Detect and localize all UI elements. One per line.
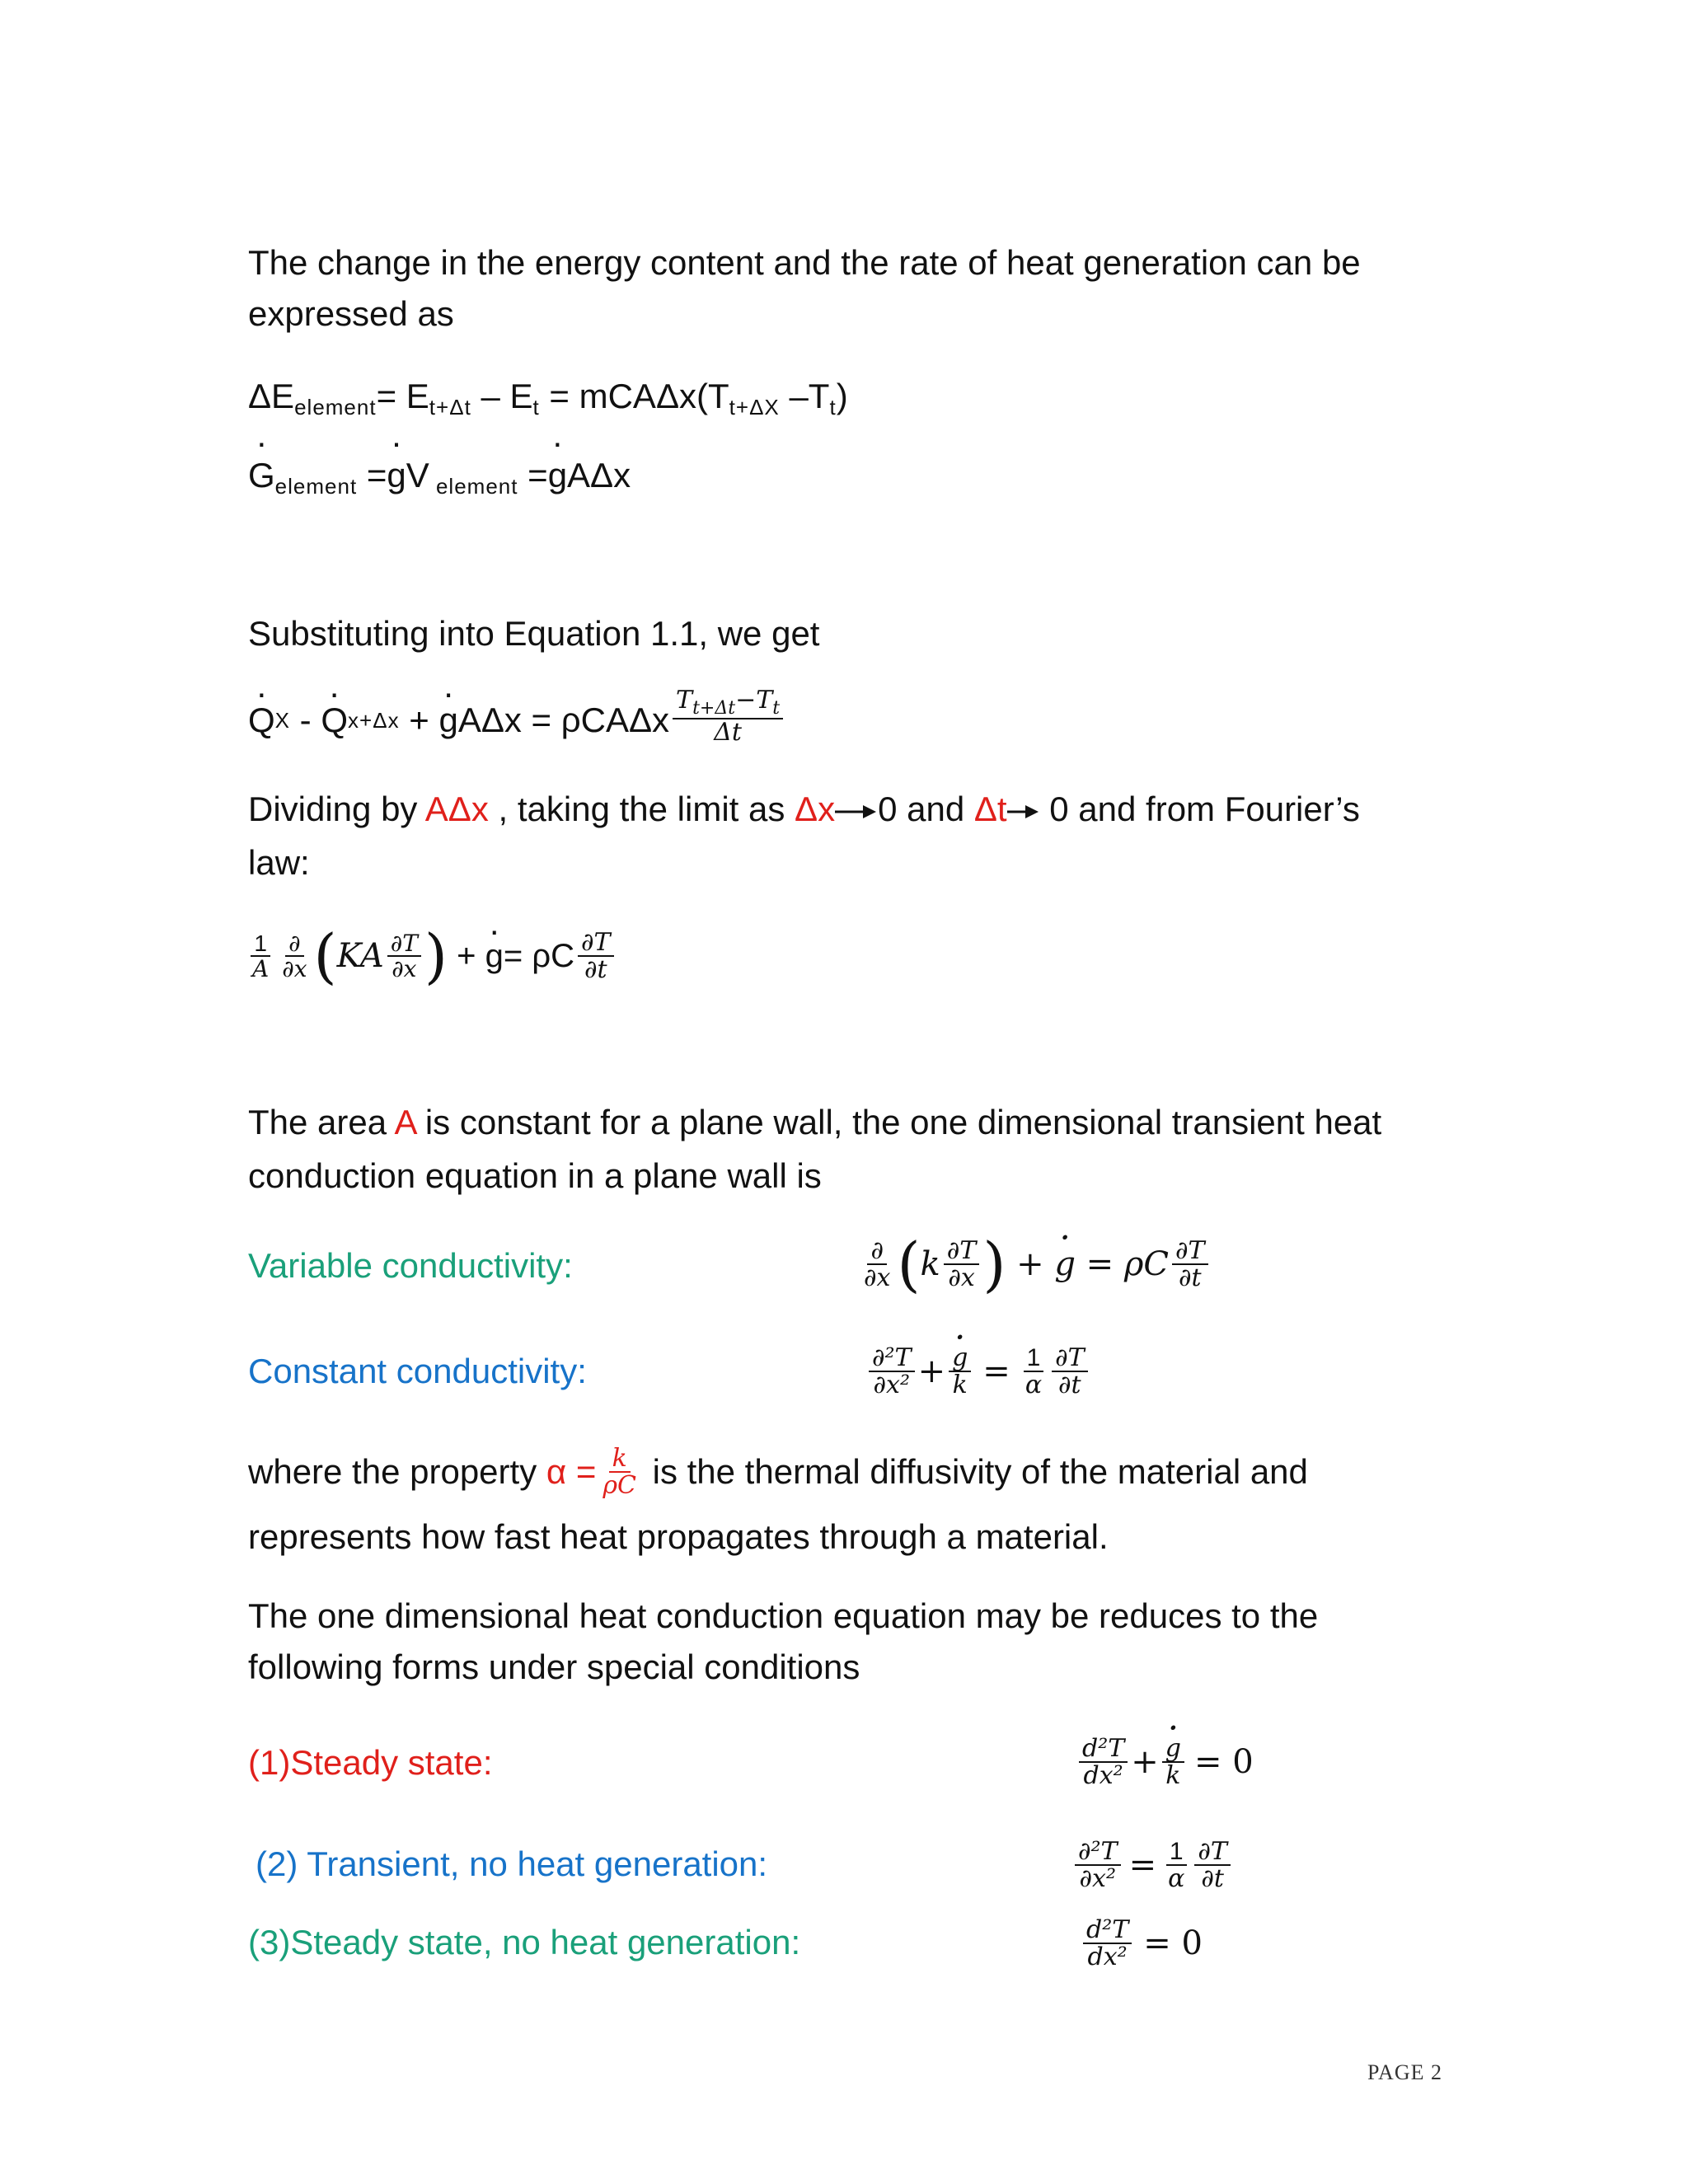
eq-energy-sub1: t+Δt <box>429 395 471 419</box>
eq-bal-q1: · Q <box>248 701 275 740</box>
eq-bal-q2-sub: x+Δx <box>348 707 400 733</box>
diffusivity-alpha: α = <box>546 1452 597 1491</box>
dividing-red-dt: Δt <box>973 790 1007 828</box>
case2-f3-num: ∂T <box>1194 1839 1231 1867</box>
area-line-2: conduction equation in a plane wall is <box>248 1156 822 1195</box>
constant-frac-3 <box>1022 1345 1045 1399</box>
eq-gen-mid2: V <box>406 456 429 494</box>
eq-energy-mid1: = E <box>376 377 429 415</box>
case1-f2-den: k <box>1165 1761 1181 1790</box>
area-line-1 <box>248 1097 1381 1148</box>
eq-bal-minus: - <box>290 701 321 739</box>
constant-f2-den: k <box>952 1371 968 1399</box>
area-part2: is constant for a plane wall, the one dimensional transient heat <box>415 1103 1382 1141</box>
variable-right-paren: ) <box>982 1230 1006 1299</box>
case3-rhs: = 0 <box>1143 1924 1203 1962</box>
variable-frac-2 <box>944 1235 980 1292</box>
case1-f2-num: · g <box>1162 1736 1184 1764</box>
eq-bal-q1-sub: X <box>274 707 291 733</box>
variable-rhs: = ρC <box>1075 1245 1170 1283</box>
constant-f4-num: ∂T <box>1052 1345 1088 1373</box>
fourier-f2-num: ∂ <box>285 931 303 957</box>
special-line-1: The one dimensional heat conduction equation may be reduces to the <box>248 1596 1319 1635</box>
case2-equation <box>1071 1824 1234 1906</box>
constant-frac-4 <box>1052 1345 1088 1399</box>
case3-f1-den: dx² <box>1087 1943 1128 1971</box>
eq-gen-lhs: · G <box>248 450 275 501</box>
constant-f1-den: ∂x² <box>873 1371 911 1399</box>
fourier-inner-ka: KA <box>336 937 384 975</box>
fourier-g: · g <box>485 938 504 975</box>
page-number: PAGE 2 <box>1367 2060 1442 2084</box>
case2-label: (2) Transient, no heat generation: <box>256 1844 768 1883</box>
diffusivity-frac-den: ρC <box>603 1471 636 1500</box>
diffusivity-part1: where the property <box>248 1452 546 1491</box>
constant-frac-2 <box>949 1345 971 1399</box>
diffusivity-frac-num: k <box>609 1446 631 1474</box>
dividing-line-1 <box>248 784 1360 835</box>
variable-frac-3 <box>1172 1235 1208 1292</box>
eq-energy-sub4: t <box>829 395 837 419</box>
fourier-f4-den: ∂t <box>584 955 607 984</box>
dividing-part1: Dividing by <box>248 790 425 828</box>
fourier-left-paren: ( <box>313 921 337 991</box>
variable-k: k <box>920 1245 940 1283</box>
right-arrow-icon <box>835 803 878 821</box>
variable-g: · g <box>1054 1245 1076 1283</box>
constant-f2-num: · g <box>949 1345 971 1373</box>
eq-bal-num-sub2: t <box>772 697 781 719</box>
diffusivity-line-2: represents how fast heat propagates through a material. <box>248 1517 1109 1556</box>
special-line-2: following forms under special conditions <box>248 1647 860 1686</box>
constant-f3-num: 1 <box>1024 1345 1044 1373</box>
case2-f1-den: ∂x² <box>1079 1864 1117 1893</box>
eq-gen-mid3: = <box>518 456 548 494</box>
eq-gen-sub2: element <box>429 474 518 499</box>
eq-bal-frac-den: Δt <box>714 717 742 747</box>
eq-energy-sub3: t+ΔX <box>729 395 780 419</box>
right-arrow-icon <box>1007 803 1040 821</box>
case1-f1-num: d²T <box>1079 1736 1128 1764</box>
case2-eq: = <box>1128 1846 1157 1884</box>
eq-energy-end: ) <box>836 377 848 415</box>
constant-conductivity-label: Constant conductivity: <box>248 1352 587 1390</box>
dividing-part4: 0 and from Fourier’s <box>1039 790 1360 828</box>
variable-frac-1 <box>860 1235 893 1292</box>
eq-bal-g: · g <box>438 701 457 740</box>
fourier-f1-num: 1 <box>251 931 270 957</box>
case2-frac-3 <box>1194 1836 1231 1893</box>
eq-gen-lhs-sub: element <box>274 474 358 499</box>
variable-conductivity-label: Variable conductivity: <box>248 1246 573 1285</box>
variable-conductivity-equation <box>857 1223 1212 1305</box>
case1-label: (1)Steady state: <box>248 1743 493 1782</box>
case1-equation <box>1076 1721 1254 1803</box>
fourier-f1-den: A <box>252 955 270 982</box>
area-part1: The area <box>248 1103 395 1141</box>
eq-energy-mid2: – E <box>471 377 533 415</box>
fourier-frac-2 <box>279 931 310 982</box>
dividing-part3: 0 and <box>878 790 974 828</box>
constant-f1-num: ∂²T <box>869 1345 915 1373</box>
case3-frac-1 <box>1083 1917 1132 1971</box>
eq-gen-g: · g <box>387 450 406 501</box>
case2-f3-den: ∂t <box>1201 1864 1224 1893</box>
fourier-f3-den: ∂x <box>392 955 417 982</box>
case3-f1-num: d²T <box>1083 1917 1132 1945</box>
dividing-red-dx: Δx <box>795 790 836 828</box>
case2-frac-1 <box>1075 1836 1121 1893</box>
case2-f2-num: 1 <box>1166 1839 1187 1867</box>
dividing-red-adx: AΔx <box>424 790 489 828</box>
eq-bal-plus: + <box>399 701 439 739</box>
intro-line-2: expressed as <box>248 294 454 333</box>
substituting-text: Substituting into Equation 1.1, we get <box>248 614 820 653</box>
energy-change-equation <box>248 371 848 433</box>
variable-f1-num: ∂ <box>867 1238 887 1266</box>
generation-equation <box>248 450 631 512</box>
fourier-frac-4 <box>578 927 614 984</box>
constant-f4-den: ∂t <box>1058 1371 1081 1399</box>
constant-f3-den: α <box>1025 1371 1043 1399</box>
eq-energy-sub2: t <box>532 395 540 419</box>
eq-bal-fraction <box>673 687 783 746</box>
fourier-f3-num: ∂T <box>387 931 421 957</box>
variable-plus: + <box>1006 1245 1055 1283</box>
dividing-part2: , taking the limit as <box>488 790 795 828</box>
variable-f2-num: ∂T <box>944 1238 980 1266</box>
case2-frac-2 <box>1165 1839 1188 1892</box>
fourier-frac-1 <box>249 931 272 982</box>
case2-f1-num: ∂²T <box>1075 1839 1121 1867</box>
diffusivity-line-1 <box>248 1431 1308 1513</box>
fourier-eq-rho: = ρC <box>503 937 574 974</box>
case2-f2-den: α <box>1168 1864 1185 1893</box>
fourier-f4-num: ∂T <box>578 930 614 958</box>
fourier-right-paren: ) <box>424 921 448 991</box>
constant-plus: + <box>917 1352 946 1390</box>
variable-f1-den: ∂x <box>864 1263 891 1292</box>
eq-energy-lhs: ΔE <box>248 377 295 415</box>
fourier-equation <box>246 915 617 997</box>
diffusivity-fraction <box>599 1443 640 1500</box>
case1-plus: + <box>1131 1743 1159 1781</box>
constant-eq: = <box>982 1352 1010 1390</box>
case1-rhs: = 0 <box>1193 1743 1254 1781</box>
eq-bal-rest: AΔx = ρCAΔx <box>457 701 670 739</box>
variable-f2-den: ∂x <box>948 1263 975 1292</box>
eq-bal-num-t: T <box>676 685 693 715</box>
fourier-frac-3 <box>387 931 421 982</box>
constant-frac-1 <box>869 1345 915 1399</box>
case1-frac-1 <box>1079 1733 1128 1790</box>
eq-energy-mid3: = mCAΔx(T <box>539 377 729 415</box>
eq-bal-q2: · Q <box>321 701 348 740</box>
eq-bal-num-mid: −T <box>735 685 773 715</box>
eq-bal-frac-num <box>673 687 783 719</box>
eq-gen-end: AΔx <box>567 456 631 494</box>
case3-equation <box>1080 1902 1203 1985</box>
eq-gen-mid1: = <box>357 456 387 494</box>
fourier-plus: + <box>448 937 485 974</box>
eq-energy-mid4: –T <box>779 377 830 415</box>
eq-energy-lhs-sub: element <box>294 395 377 419</box>
case1-frac-2 <box>1162 1733 1184 1790</box>
case1-f1-den: dx² <box>1083 1761 1123 1790</box>
balance-equation <box>248 681 786 760</box>
variable-left-paren: ( <box>897 1230 921 1299</box>
intro-line-1: The change in the energy content and the rate of heat generation can be <box>248 243 1361 282</box>
variable-f3-den: ∂t <box>1179 1263 1202 1292</box>
area-red-a: A <box>394 1103 416 1141</box>
diffusivity-part2: is the thermal diffusivity of the material and <box>642 1452 1308 1491</box>
constant-conductivity-equation <box>865 1330 1091 1413</box>
eq-gen-g2: · g <box>548 450 567 501</box>
dividing-line-2: law: <box>248 843 310 882</box>
eq-bal-num-sub1: t+Δt <box>692 697 736 719</box>
fourier-f2-den: ∂x <box>282 955 307 982</box>
case3-label: (3)Steady state, no heat generation: <box>248 1923 801 1961</box>
variable-f3-num: ∂T <box>1172 1238 1208 1266</box>
